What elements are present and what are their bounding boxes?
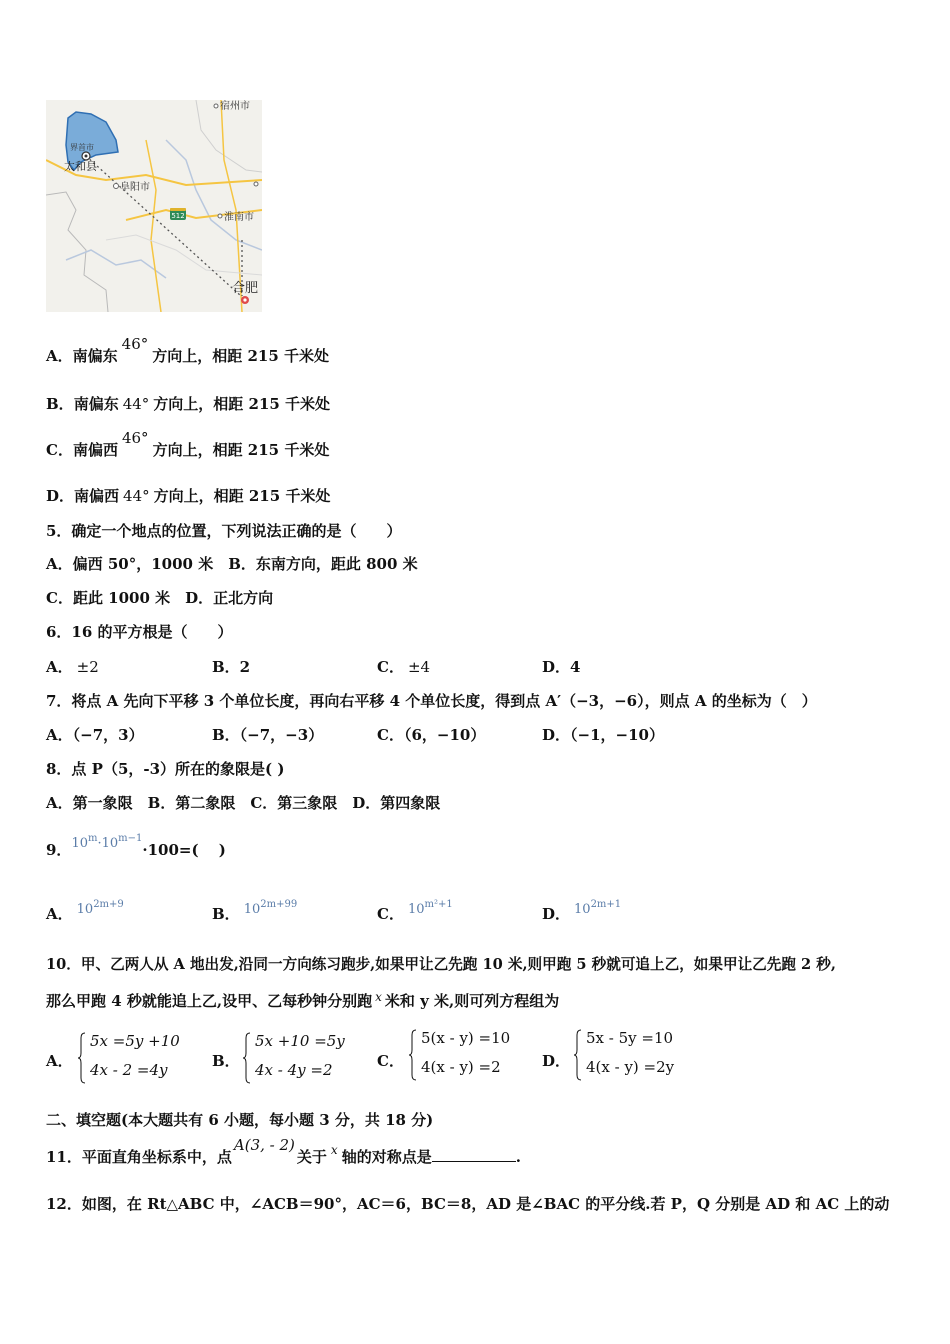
equation-2: 4(x - y) =2y bbox=[586, 1058, 675, 1076]
stem-text: 关于 bbox=[296, 1148, 327, 1166]
map-label-suzhou: 宿州市 bbox=[220, 101, 250, 112]
q10-option-a-letter: A． bbox=[46, 1052, 73, 1070]
distance-text: 方向上，相距 215 千米处 bbox=[152, 441, 330, 459]
q7-option-d: D．（−1，−10） bbox=[542, 726, 664, 744]
equation-1: 5x +10 =5y bbox=[255, 1032, 345, 1050]
q9-option-c bbox=[377, 899, 453, 927]
power-base: 10 bbox=[407, 902, 425, 917]
equation-1: 5x =5y +10 bbox=[90, 1032, 180, 1050]
map-graphic bbox=[46, 100, 262, 312]
angle-value: 46° bbox=[121, 335, 149, 353]
q10-stem-line1: 10．甲、乙两人从 A 地出发,沿同一方向练习跑步,如果甲让乙先跑 10 米,则甲跑 5 秒就可追上乙，如果甲让乙先跑 2 秒, bbox=[46, 956, 836, 973]
brace-icon bbox=[409, 1029, 417, 1081]
map-label-fuyang: 阜阳市 bbox=[120, 182, 150, 193]
power-base: 10 bbox=[71, 836, 88, 851]
q6-option-b: B．2 bbox=[212, 658, 251, 676]
option-letter: D． bbox=[542, 905, 571, 923]
option-letter: C． bbox=[377, 905, 404, 923]
q4-option-d bbox=[46, 486, 330, 506]
q10-option-d-system bbox=[574, 1029, 714, 1083]
option-letter: A． bbox=[46, 658, 73, 676]
stem-text: 米和 y 米,则可列方程组为 bbox=[384, 992, 560, 1010]
equation-1: 5(x - y) =10 bbox=[421, 1029, 511, 1047]
distance-text: 方向上，相距 215 千米处 bbox=[153, 487, 331, 505]
power-exponent: m bbox=[87, 833, 98, 844]
q7-option-a: A．（−7，3） bbox=[46, 726, 144, 744]
expression-tail: ·100=( ) bbox=[142, 841, 226, 859]
stem-text: 那么甲跑 4 秒就能追上乙,设甲、乙每秒钟分别跑 bbox=[46, 992, 373, 1010]
map-label-huainan: 淮南市 bbox=[224, 212, 254, 223]
q8-options: A．第一象限 B．第二象限 C．第三象限 D．第四象限 bbox=[46, 794, 441, 812]
power-exponent: m−1 bbox=[118, 833, 143, 844]
q5-options-line1: A．偏西 50°，1000 米 B．东南方向，距此 800 米 bbox=[46, 555, 418, 573]
q9-option-d bbox=[542, 899, 622, 927]
brace-icon bbox=[243, 1032, 251, 1084]
question-number: 9． bbox=[46, 841, 72, 859]
map-figure bbox=[46, 100, 262, 312]
map-label-hefei: 合肥 bbox=[232, 281, 259, 296]
option-letter: B． bbox=[212, 905, 240, 923]
power-base: 10 bbox=[76, 902, 94, 917]
map-label-taihe: 太和县 bbox=[64, 160, 97, 173]
stem-text: 轴的对称点是 bbox=[341, 1148, 432, 1166]
power-exponent: 2m+99 bbox=[260, 899, 298, 910]
power-base: 10 bbox=[243, 902, 261, 917]
section-2-title: 二、填空题(本大题共有 6 小题，每小题 3 分，共 18 分) bbox=[46, 1111, 434, 1129]
point-a: A(3, - 2) bbox=[233, 1136, 295, 1154]
q6-stem: 6．16 的平方根是（ ） bbox=[46, 623, 233, 641]
angle-value: 46° bbox=[121, 429, 149, 447]
q7-option-b: B．（−7，−3） bbox=[212, 726, 324, 744]
q8-stem: 8．点 P（5，-3）所在的象限是( ) bbox=[46, 760, 285, 778]
brace-icon bbox=[574, 1029, 582, 1081]
power-exponent: m²+1 bbox=[424, 899, 453, 910]
q11-stem bbox=[46, 1136, 521, 1168]
q12-stem: 12．如图，在 Rt△ABC 中，∠ACB＝90°，AC＝6，BC＝8，AD 是∠BAC 的平分线.若 P，Q 分别是 AD 和 AC 上的动 bbox=[46, 1195, 890, 1213]
q4-option-c bbox=[46, 429, 330, 460]
q4-option-b bbox=[46, 394, 330, 414]
q9-option-a bbox=[46, 899, 124, 927]
stem-text: . bbox=[515, 1148, 521, 1166]
distance-text: 方向上，相距 215 千米处 bbox=[152, 347, 330, 365]
angle-value: 44° bbox=[123, 487, 150, 505]
option-letter: B． bbox=[46, 395, 74, 413]
q4-option-a bbox=[46, 335, 330, 366]
option-letter: A． bbox=[46, 347, 73, 365]
option-value: ±2 bbox=[76, 658, 99, 676]
road-sign-label: 512 bbox=[171, 212, 185, 220]
variable-x: x bbox=[375, 990, 382, 1004]
q10-stem-line2 bbox=[46, 991, 559, 1012]
q6-option-d: D．4 bbox=[542, 658, 581, 676]
q7-stem: 7．将点 A 先向下平移 3 个单位长度，再向右平移 4 个单位长度，得到点 A′（−3，−6），则点 A 的坐标为（ ） bbox=[46, 692, 817, 710]
direction-text: 南偏东 bbox=[73, 395, 119, 413]
power-base: 10 bbox=[574, 902, 591, 917]
direction-text: 南偏西 bbox=[72, 441, 118, 459]
q10-option-c-system bbox=[409, 1029, 539, 1083]
q6-option-c bbox=[377, 657, 430, 677]
q6-option-a bbox=[46, 657, 99, 677]
q9-option-b bbox=[212, 899, 298, 927]
answer-blank[interactable] bbox=[432, 1147, 516, 1162]
q10-option-a-system bbox=[78, 1032, 198, 1086]
q7-option-c: C．（6，−10） bbox=[377, 726, 486, 744]
direction-text: 南偏西 bbox=[74, 487, 120, 505]
axis-x: x bbox=[330, 1143, 338, 1157]
angle-value: 44° bbox=[122, 395, 150, 413]
q10-option-b-system bbox=[243, 1032, 363, 1086]
option-letter: D． bbox=[46, 487, 75, 505]
q10-option-c-letter: C． bbox=[377, 1052, 404, 1070]
option-value: ±4 bbox=[407, 658, 431, 676]
distance-text: 方向上，相距 215 千米处 bbox=[153, 395, 331, 413]
power-exponent: 2m+9 bbox=[93, 899, 124, 910]
equation-1: 5x - 5y =10 bbox=[586, 1029, 674, 1047]
stem-text: 11．平面直角坐标系中，点 bbox=[46, 1148, 232, 1166]
direction-text: 南偏东 bbox=[72, 347, 118, 365]
brace-icon bbox=[78, 1032, 86, 1084]
power-base: ·10 bbox=[97, 836, 119, 851]
q5-stem: 5．确定一个地点的位置，下列说法正确的是（ ） bbox=[46, 522, 402, 540]
q5-options-line2: C．距此 1000 米 D．正北方向 bbox=[46, 589, 274, 607]
power-exponent: 2m+1 bbox=[590, 899, 622, 910]
map-label-jieshou: 界首市 bbox=[70, 143, 94, 152]
option-letter: C． bbox=[377, 658, 404, 676]
q10-option-d-letter: D． bbox=[542, 1052, 571, 1070]
option-letter: A． bbox=[46, 905, 73, 923]
q9-stem bbox=[46, 833, 226, 863]
q10-option-b-letter: B． bbox=[212, 1052, 240, 1070]
equation-2: 4x - 4y =2 bbox=[255, 1061, 333, 1079]
equation-2: 4(x - y) =2 bbox=[421, 1058, 501, 1076]
option-letter: C． bbox=[46, 441, 73, 459]
equation-2: 4x - 2 =4y bbox=[90, 1061, 168, 1079]
